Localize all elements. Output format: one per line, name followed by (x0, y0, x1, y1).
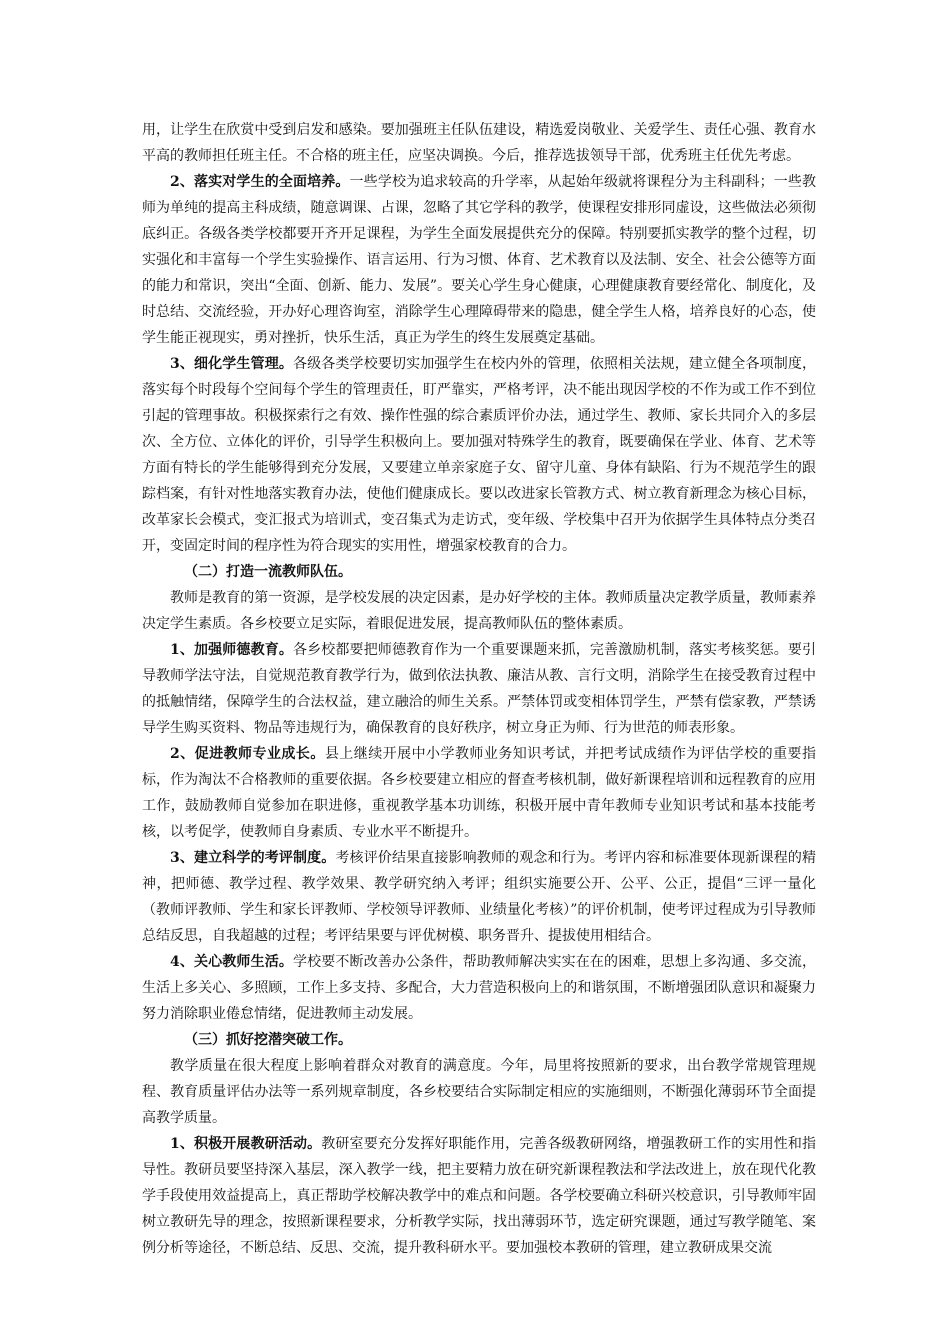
paragraph-text: 教研室要充分发挥好职能作用，完善各级教研网络，增强教研工作的实用性和指导性。教研员要坚持深入基层，深入教学一线，把主要精力放在研究新课程教法和学法改进上，放在现代化教学手段使用效益提高上，真正帮助学校解决教学中的难点和问题。各学校要确立科研兴校意识，引导教师牢固树立教研先导的理念，按照新课程要求，分析教学实际，找出薄弱环节，选定研究课题，通过写教学随笔、案例分析等途径，不断总结、反思、交流，提升教科研水平。要加强校本教研的管理，建立教研成果交流 (142, 1136, 817, 1256)
paragraph-teachers-intro (142, 585, 816, 637)
paragraph-lead: 2、促进教师专业成长。 (170, 746, 325, 762)
paragraph-teacher-evaluation (142, 845, 816, 949)
paragraph-teacher-ethics (142, 637, 816, 741)
paragraph-lead: 1、加强师德教育。 (170, 642, 293, 658)
paragraph-student-management (142, 351, 816, 559)
paragraph-text: 教师是教育的第一资源，是学校发展的决定因素，是办好学校的主体。教师质量决定教学质量，教师素养决定学生素质。各乡校要立足实际，着眼促进发展，提高教师队伍的整体素质。 (142, 590, 816, 632)
paragraph-lead: 3、建立科学的考评制度。 (170, 850, 336, 866)
section-heading-teachers: （二）打造一流教师队伍。 (184, 564, 352, 580)
paragraph-lead: 4、关心教师生活。 (170, 954, 293, 970)
paragraph-lead: 1、积极开展教研活动。 (170, 1136, 322, 1152)
paragraph-continuation (142, 117, 816, 169)
paragraph-teacher-growth (142, 741, 816, 845)
paragraph-text: 教学质量在很大程度上影响着群众对教育的满意度。今年，局里将按照新的要求，出台教学常规管理规程、教育质量评估办法等一系列规章制度，各乡校要结合实际制定相应的实施细则，不断强化薄弱环节全面提高教学质量。 (142, 1058, 816, 1126)
paragraph-text: 学校要不断改善办公条件，帮助教师解决实实在在的困难，思想上多沟通、多交流，生活上多关心、多照顾，工作上多支持、多配合，大力营造积极向上的和谐氛围，不断增强团队意识和凝聚力努力消除职业倦怠情绪，促进教师主动发展。 (142, 954, 816, 1022)
paragraph-text: 用，让学生在欣赏中受到启发和感染。要加强班主任队伍建设，精选爱岗敬业、关爱学生、责任心强、教育水平高的教师担任班主任。不合格的班主任，应坚决调换。今后，推荐选拔领导干部，优秀班主任优先考虑。 (142, 122, 816, 164)
paragraph-text: 各级各类学校要切实加强学生在校内外的管理，依照相关法规，建立健全各项制度，落实每个时段每个空间每个学生的管理责任，盯严靠实，严格考评，决不能出现因学校的不作为或工作不到位引起的管理事故。积极探索行之有效、操作性强的综合素质评价办法，通过学生、教师、家长共同介入的多层次、全方位、立体化的评价，引导学生积极向上。要加强对特殊学生的教育，既要确保在学业、体育、艺术等方面有特长的学生能够得到充分发展，又要建立单亲家庭子女、留守儿童、身体有缺陷、行为不规范学生的跟踪档案，有针对性地落实教育办法，使他们健康成长。要以改进家长管教方式、树立教育新理念为核心目标，改革家长会模式，变汇报式为培训式，变召集式为走访式，变年级、学校集中召开为依据学生具体特点分类召开，变固定时间的程序性为符合现实的实用性，增强家校教育的合力。 (142, 356, 816, 554)
paragraph-lead: 3、细化学生管理。 (170, 356, 293, 372)
paragraph-quality-intro (142, 1053, 816, 1131)
paragraph-text: 考核评价结果直接影响教师的观念和行为。考评内容和标准要体现新课程的精神，把师德、教学过程、教学效果、教学研究纳入考评；组织实施要公开、公平、公正，提倡“三评一量化（教师评教师、学生和家长评教师、学校领导评教师、业绩量化考核）”的评价机制，使考评过程成为引导教师总结反思，自我超越的过程；考评结果要与评优树模、职务晋升、提拔使用相结合。 (142, 850, 817, 944)
paragraph-teacher-life (142, 949, 816, 1027)
paragraph-research-activities (142, 1131, 816, 1261)
paragraph-student-cultivation (142, 169, 816, 351)
paragraph-lead: 2、落实对学生的全面培养。 (170, 174, 350, 190)
paragraph-text: 县上继续开展中小学教师业务知识考试，并把考试成绩作为评估学校的重要指标，作为淘汰不合格教师的重要依据。各乡校要建立相应的督查考核机制，做好新课程培训和远程教育的应用工作，鼓励教师自觉参加在职进修，重视教学基本功训练，积极开展中青年教师专业知识考试和基本技能考核，以考促学，使教师自身素质、专业水平不断提升。 (142, 746, 816, 840)
section-heading-breakthrough: （三）抓好挖潜突破工作。 (184, 1032, 352, 1048)
paragraph-text: 各乡校都要把师德教育作为一个重要课题来抓，完善激励机制，落实考核奖惩。要引导教师学法守法，自觉规范教育教学行为，做到依法执教、廉洁从教、言行文明，消除学生在接受教育过程中的抵触情绪，保障学生的合法权益，建立融洽的师生关系。严禁体罚或变相体罚学生，严禁有偿家教，严禁诱导学生购买资料、物品等违规行为，确保教育的良好秩序，树立身正为师、行为世范的师表形象。 (142, 642, 816, 736)
paragraph-text: 一些学校为追求较高的升学率，从起始年级就将课程分为主科副科；一些教师为单纯的提高主科成绩，随意调课、占课，忽略了其它学科的教学，使课程安排形同虚设，这些做法必须彻底纠正。各级各类学校都要开齐开足课程，为学生全面发展提供充分的保障。特别要抓实教学的整个过程，切实强化和丰富每一个学生实验操作、语言运用、行为习惯、体育、艺术教育以及法制、安全、社会公德等方面的能力和常识，突出“全面、创新、能力、发展”。要关心学生身心健康，心理健康教育要经常化、制度化，及时总结、交流经验，开办好心理咨询室，消除学生心理障碍带来的隐患，健全学生人格，培养良好的心态，使学生能正视现实，勇对挫折，快乐生活，真正为学生的终生发展奠定基础。 (142, 174, 816, 346)
